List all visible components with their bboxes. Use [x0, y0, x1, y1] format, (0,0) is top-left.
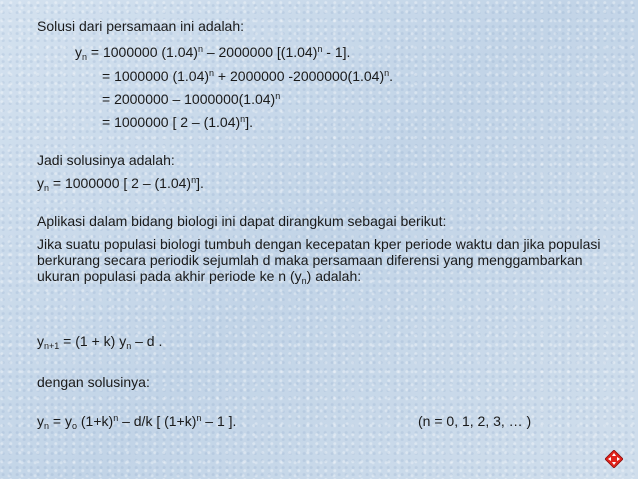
diamond-arrows-icon[interactable] [605, 450, 623, 468]
dengan-text: dengan solusinya: [37, 374, 150, 390]
n-range: (n = 0, 1, 2, 3, … ) [418, 413, 532, 429]
step-1: $y_n = 1000000$ $(1.04)^n - 2000000$ $[(1.04)^n - 1]$. [75, 44, 351, 62]
aplikasi-text: Aplikasi dalam bidang biologi ini dapat dirangkum sebagai berikut: [37, 213, 447, 229]
biology-paragraph: Jika suatu populasi biologi tumbuh dengan kecepatan kper periode waktu dan jika populasi berkurang secara periodik sejumlah d maka persamaan diferensi yang menggambarkan ukuran populasi pada akhir periode ke n $(y_n)$ adalah: [37, 236, 601, 286]
step-4: = 1000000 [ $2 - (1.04)^n$]. [102, 114, 253, 130]
intro-text: Solusi dari persamaan ini adalah: [37, 18, 245, 34]
recurrence-equation: $y_{n+1} = (1 + k)$ $y_n$ – d . [37, 333, 163, 351]
final-solution: $y_n = y_o$ $(1+k)^n - d/k$ [ $(1+k)^n - 1$ ]. [37, 413, 237, 431]
step-3: = $2000000 - 1000000(1.04)^n$ [102, 91, 281, 107]
step-2: = 1000000 $(1.04)^n + 2000000$ $-2000000(1.04)^n$. [102, 68, 394, 84]
jadi-text: Jadi solusinya adalah: [37, 152, 175, 168]
solution-line: $y_n = 1000000$ [ $2 - (1.04)^n$]. [37, 175, 204, 193]
